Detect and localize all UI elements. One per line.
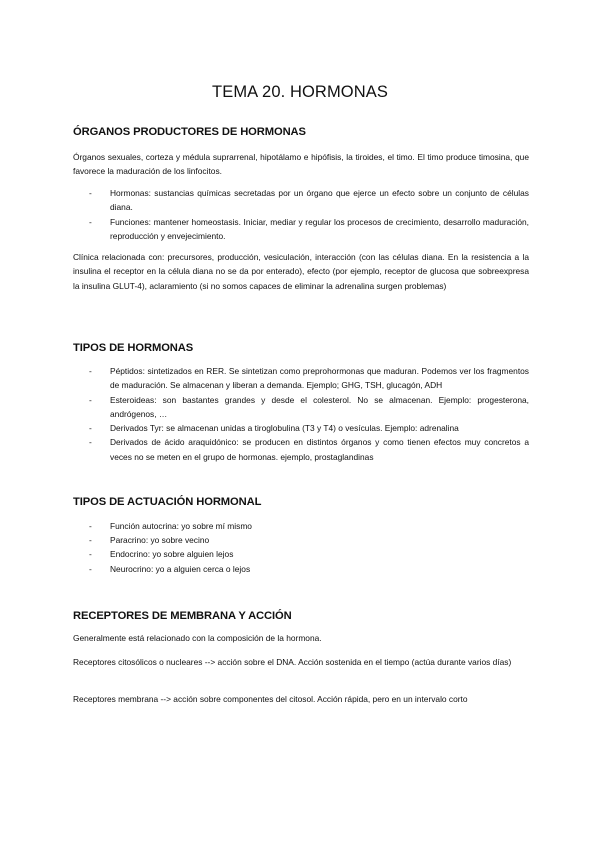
paragraph-clinica: Clínica relacionada con: precursores, producción, vesiculación, interacción (con las células diana. En la resistencia a la insulina el receptor en la célula diana no se da por enterado), efecto (por ejemplo, receptor de glucosa que sobreexpresa la insulina GLUT-4), aclaramiento (si no somos capaces de eliminar la adrenalina surgen problemas) — [73, 252, 529, 291]
list-actuacion — [89, 519, 529, 576]
bullet-dash: - — [89, 216, 92, 227]
list-item-text: Endocrino: yo sobre alguien lejos — [110, 549, 234, 560]
list-item-text: Neurocrino: yo a alguien cerca o lejos — [110, 563, 251, 574]
bullet-dash: - — [89, 394, 92, 405]
list-item — [89, 562, 529, 576]
list-item — [89, 186, 529, 215]
bullet-dash: - — [89, 535, 92, 546]
section-heading-tipos: TIPOS DE HORMONAS — [73, 342, 194, 354]
list-item — [89, 393, 529, 422]
list-organos — [89, 186, 529, 243]
list-item-text: Derivados de ácido araquidónico: se producen en distintos órganos y como tienen efectos muy concretos a veces no se meten en el grupo de hormonas. ejemplo, prostaglandinas — [110, 437, 529, 462]
list-item-text: Derivados Tyr: se almacenan unidas a tiroglobulina (T3 y T4) o vesículas. Ejemplo: adrenalina — [110, 423, 459, 434]
paragraph-organos-intro: Órganos sexuales, corteza y médula suprarrenal, hipotálamo e hipófisis, la tiroides, el timo. El timo produce timosina, que favorece la maduración de los linfocitos. — [73, 152, 529, 177]
list-tipos — [89, 364, 529, 464]
bullet-dash: - — [89, 366, 92, 376]
bullet-dash: - — [89, 521, 92, 531]
bullet-dash: - — [89, 549, 92, 560]
list-item-text: Esteroideas: son bastantes grandes y desde el colesterol. No se almacenan. Ejemplo: progesterona, andrógenos, … — [110, 394, 529, 419]
list-item — [89, 435, 529, 464]
paragraph-receptores-1: Generalmente está relacionado con la composición de la hormona. — [73, 633, 322, 643]
list-item — [89, 215, 529, 244]
list-item-text: Función autocrina: yo sobre mí mismo — [110, 521, 252, 531]
section-heading-organos: ÓRGANOS PRODUCTORES DE HORMONAS — [73, 126, 306, 138]
paragraph-receptores-3: Receptores membrana --> acción sobre componentes del citosol. Acción rápida, pero en un intervalo corto — [73, 694, 468, 704]
list-item — [89, 547, 529, 561]
bullet-dash: - — [89, 423, 92, 434]
paragraph-receptores-2: Receptores citosólicos o nucleares --> acción sobre el DNA. Acción sostenida en el tiempo (actúa durante varios días) — [73, 657, 512, 667]
section-heading-receptores: RECEPTORES DE MEMBRANA Y ACCIÓN — [73, 610, 292, 622]
bullet-dash: - — [89, 563, 92, 574]
list-item — [89, 364, 529, 393]
list-item — [89, 519, 529, 533]
list-item-text: Péptidos: sintetizados en RER. Se sintetizan como preprohormonas que maduran. Podemos ver los fragmentos de maduración. Se almacenan y liberan a demanda. Ejemplo; GHG, TSH, glucagón, ADH — [110, 366, 529, 391]
bullet-dash: - — [89, 437, 92, 448]
list-item-text: Paracrino: yo sobre vecino — [110, 535, 210, 546]
list-item — [89, 421, 529, 435]
list-item — [89, 533, 529, 547]
list-item-text: Funciones: mantener homeostasis. Iniciar, mediar y regular los procesos de crecimiento, desarrollo maduración, reproducción y envejecimiento. — [110, 216, 529, 241]
page-title: TEMA 20. HORMONAS — [212, 83, 388, 102]
list-item-text: Hormonas: sustancias químicas secretadas por un órgano que ejerce un efecto sobre un conjunto de células diana. — [110, 188, 529, 213]
bullet-dash: - — [89, 188, 92, 198]
section-heading-actuacion: TIPOS DE ACTUACIÓN HORMONAL — [73, 496, 262, 508]
